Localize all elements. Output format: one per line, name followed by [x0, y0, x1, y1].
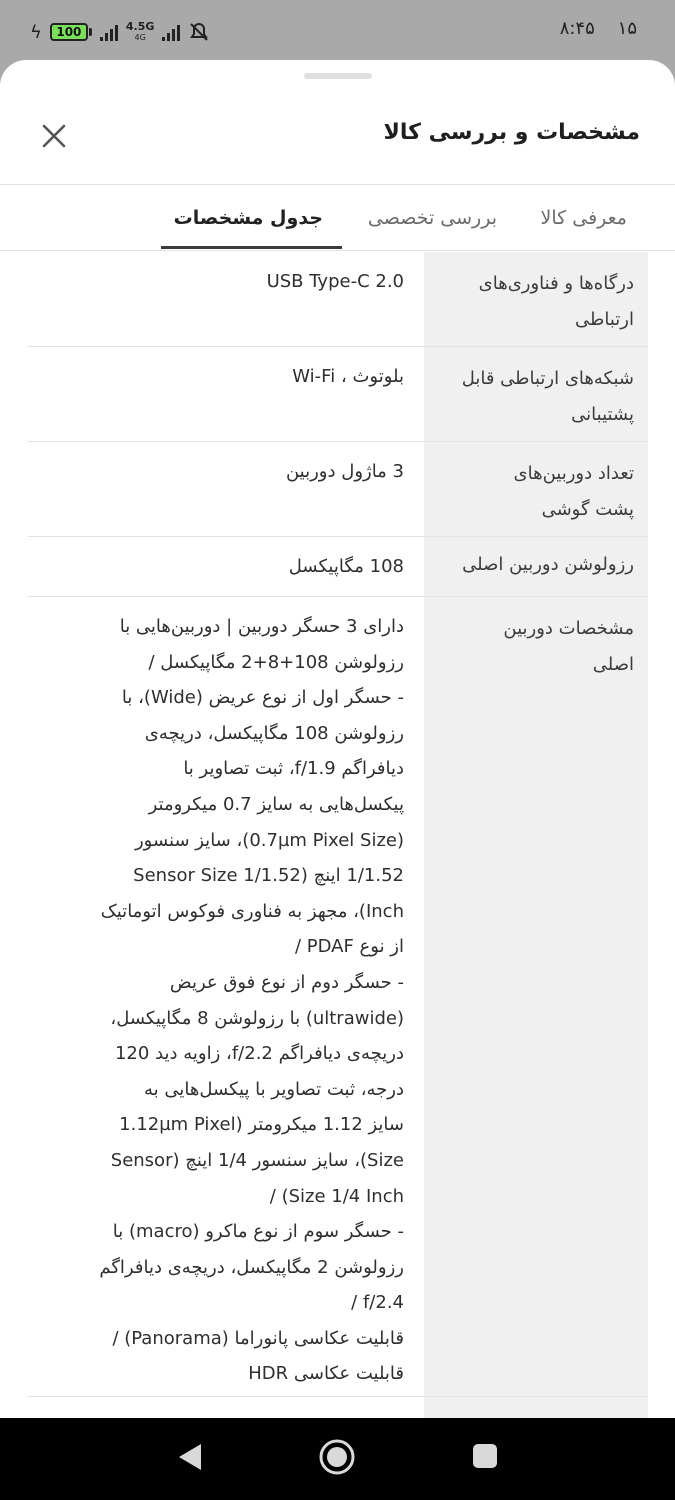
spec-value: 108 مگاپیکسل — [288, 556, 404, 577]
spec-row-ports — [28, 252, 648, 347]
spec-row-networks — [28, 347, 648, 442]
back-icon[interactable] — [177, 1442, 203, 1472]
home-icon[interactable] — [318, 1438, 356, 1476]
recent-apps-icon[interactable] — [473, 1444, 497, 1468]
spec-label: تعداد دوربین‌های پشت گوشی — [424, 442, 648, 536]
spec-label: رزولوشن دوربین اصلی — [424, 537, 648, 596]
sheet-drag-handle[interactable] — [304, 73, 372, 79]
spec-value: دارای 3 حسگر دوربین | دوربین‌هایی با رزولوشن 108+8+2 مگاپیکسل / - حسگر اول از نوع عریض (Wide)، با رزولوشن 108 مگاپیکسل، دریچه‌ی دیافراگم f/1.9، ثبت تصاویر با پیکسل‌هایی به سایز 0.7 میکرومتر (0.7µm Pixel Size)، سایز سنسور 1/1.52 اینچ (Sensor Size 1/1.52 Inch)، مجهز به فناوری فوکوس اتوماتیک از نوع PDAF / - حسگر دوم از نوع فوق عریض (ultrawide) با رزولوشن 8 مگاپیکسل، دریچه‌ی دیافراگم f/2.2، زاویه دید 120 درجه، ثبت تصاویر با پیکسل‌هایی به سایز 1.12 میکرومتر (1.12µm Pixel Size)، سایز سنسور 1/4 اینچ (Sensor Size 1/4 Inch) / - حسگر سوم از نوع ماکرو (macro) با رزولوشن 2 مگاپیکسل، دریچه‌ی دیافراگم f/2.4 / قابلیت عکاسی پانوراما (Panorama) / قابلیت عکاسی HDR — [99, 616, 404, 1385]
spec-sheet — [0, 60, 675, 1420]
spec-value: USB Type-C 2.0 — [266, 271, 404, 292]
battery-level: 100 — [50, 23, 88, 41]
system-nav-bar — [0, 1418, 675, 1500]
clock — [560, 18, 637, 39]
spec-value: 3 ماژول دوربین — [285, 461, 404, 482]
status-icons — [30, 18, 210, 46]
tab-bar — [0, 185, 675, 251]
spec-row-camera-count — [28, 442, 648, 537]
battery-icon — [50, 22, 92, 42]
spec-label: مشخصات دوربین اصلی — [424, 597, 648, 1396]
spec-row-main-camera-resolution — [28, 537, 648, 597]
sheet-header — [0, 110, 675, 185]
status-date: ۱۵ — [617, 18, 637, 39]
tab-introduction[interactable]: معرفی کالا — [540, 207, 627, 229]
spec-label: شبکه‌های ارتباطی قابل پشتیبانی — [424, 347, 648, 441]
mute-icon — [188, 21, 210, 43]
tab-expert-review[interactable]: بررسی تخصصی — [367, 207, 497, 229]
close-icon[interactable] — [36, 118, 72, 154]
sheet-title: مشخصات و بررسی کالا — [383, 120, 640, 145]
signal-icon — [100, 23, 118, 41]
spec-label: درگاه‌ها و فناوری‌های ارتباطی — [424, 252, 648, 346]
spec-value: بلوتوث ، Wi-Fi — [292, 366, 404, 387]
tab-spec-table[interactable]: جدول مشخصات — [173, 207, 323, 229]
network-type: 4.5G 4G — [125, 20, 155, 42]
spec-row-main-camera-specs — [28, 597, 648, 1397]
status-time: ۸:۴۵ — [559, 18, 595, 39]
signal-icon-2 — [162, 23, 180, 41]
status-bar — [0, 0, 675, 62]
active-tab-indicator — [161, 246, 342, 249]
charging-icon: ϟ — [30, 21, 42, 43]
